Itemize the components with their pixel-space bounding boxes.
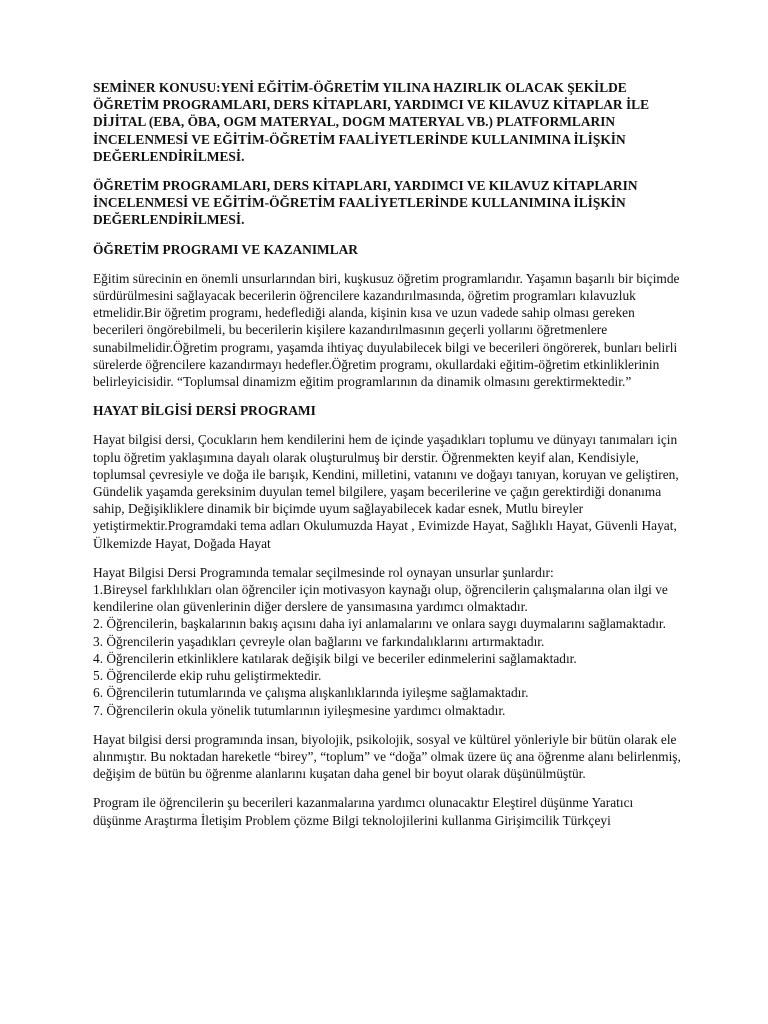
document-page — [93, 79, 683, 841]
hayat-bilgisi-paragraph-3: Program ile öğrencilerin şu becerileri kazanmalarına yardımcı olunacaktır Eleştirel düşünme Yaratıcı düşünme Araştırma İletişim Problem çözme Bilgi teknolojilerini kullanma Girişimcilik Türkçeyi — [93, 795, 634, 828]
list-item: 3. Öğrencilerin yaşadıkları çevreyle olan bağlarını ve farkındalıklarını artırmaktadır. — [93, 633, 545, 649]
section-paragraph-ogretim-programi: Eğitim sürecinin en önemli unsurlarından biri, kuşkusuz öğretim programlarıdır. Yaşamın başarılı bir biçimde sürdürülmesini sağlayacak becerilerin öğrencilere kazandırılmasında, öğretim programları kılavuzluk etmelidir.Bir öğretim programı, hedeflediği alanda, kişinin kısa ve uzun vadede sahip olması gereken becerileri öngörebilmeli, bu becerilerin kişilere kazandırılmasının geçerli yollarını öğretmenlere sunabilmelidir.Öğretim programı, yaşamda ihtiyaç duyulabilecek bilgi ve becerileri öngörerek, bunları belirli sürelerde öğrencilere kazandırmayı hedefler.Öğretim programı, okullardaki eğitim-öğretim etkinliklerinin belirleyicisidir. “Toplumsal dinamizm eğitim programlarının da dinamik olmasını gerektirmektedir.” — [93, 270, 680, 390]
section-heading-ogretim-programi: ÖĞRETİM PROGRAMI VE KAZANIMLAR — [93, 241, 358, 257]
list-item: 6. Öğrencilerin tutumlarında ve çalışma alışkanlıklarında iyileşme sağlamaktadır. — [93, 685, 529, 701]
list-item: 1.Bireysel farklılıkları olan öğrenciler için motivasyon kaynağı olup, öğrencilerin çalışmalarına olan ilgi ve kendilerine olan güvenlerinin diğer derslere de yansımasına yardımcı olmaktadır. — [93, 582, 668, 615]
hayat-bilgisi-paragraph-1: Hayat bilgisi dersi, Çocukların hem kendilerini hem de içinde yaşadıkları toplumu ve dünyayı tanımaları için toplu öğretim yaklaşımına dayalı olarak oluşturulmuş bir derstir. Öğrenmekten keyif alan, Kendisiyle, toplumsal çevresiyle ve doğa ile barışık, Kendini, milletini, vatanını ve doğayı tanıyan, koruyan ve geliştiren, Gündelik yaşamda gereksinim duyulan temel bilgilere, yaşam becerilerine ve çağın gerektirdiği donanıma sahip, Değişikliklere dinamik bir biçimde uyum sağlayabilecek kadar esnek, Mutlu bireyler yetiştirmektir.Programdaki tema adları Okulumuzda Hayat , Evimizde Hayat, Sağlıklı Hayat, Güvenli Hayat, Ülkemizde Hayat, Doğada Hayat — [93, 432, 679, 551]
hayat-bilgisi-paragraph-2: Hayat bilgisi dersi programında insan, biyolojik, psikolojik, sosyal ve kültürel yönleriyle bir bütün olarak ele alınmıştır. Bu noktadan hareketle “birey”, “toplum” ve “doğa” olmak üzere üç ana öğrenme alanı belirlenmiş, değişim de bütün bu öğrenme alanlarını kuşatan daha genel bir boyut olarak düşünülmüştür. — [93, 731, 681, 782]
themes-list — [93, 564, 683, 719]
document-subtitle: ÖĞRETİM PROGRAMLARI, DERS KİTAPLARI, YARDIMCI VE KILAVUZ KİTAPLARIN İNCELENMESİ VE EĞİTİM-ÖĞRETİM FAALİYETLERİNDE KULLANIMINA İLİŞKİN DEĞERLENDİRİLMESİ. — [93, 178, 638, 228]
themes-list-intro: Hayat Bilgisi Dersi Programında temalar seçilmesinde rol oynayan unsurlar şunlardır: — [93, 564, 554, 580]
section-heading-hayat-bilgisi: HAYAT BİLGİSİ DERSİ PROGRAMI — [93, 403, 316, 419]
list-item: 2. Öğrencilerin, başkalarının bakış açısını daha iyi anlamalarını ve onlara saygı duymalarını sağlamaktadır. — [93, 616, 667, 632]
list-item: 7. Öğrencilerin okula yönelik tutumlarının iyileşmesine yardımcı olmaktadır. — [93, 702, 506, 718]
list-item: 5. Öğrencilerde ekip ruhu geliştirmektedir. — [93, 668, 322, 684]
document-title: SEMİNER KONUSU:YENİ EĞİTİM-ÖĞRETİM YILINA HAZIRLIK OLACAK ŞEKİLDE ÖĞRETİM PROGRAMLARI, DERS KİTAPLARI, YARDIMCI VE KILAVUZ KİTAPLAR İLE DİJİTAL (EBA, ÖBA, OGM MATERYAL, DOGM MATERYAL VB.) PLATFORMLARIN İNCELENMESİ VE EĞİTİM-ÖĞRETİM FAALİYETLERİNDE KULLANIMINA İLİŞKİN DEĞERLENDİRİLMESİ. — [93, 80, 650, 164]
list-item: 4. Öğrencilerin etkinliklere katılarak değişik bilgi ve beceriler edinmelerini sağlamaktadır. — [93, 650, 577, 666]
